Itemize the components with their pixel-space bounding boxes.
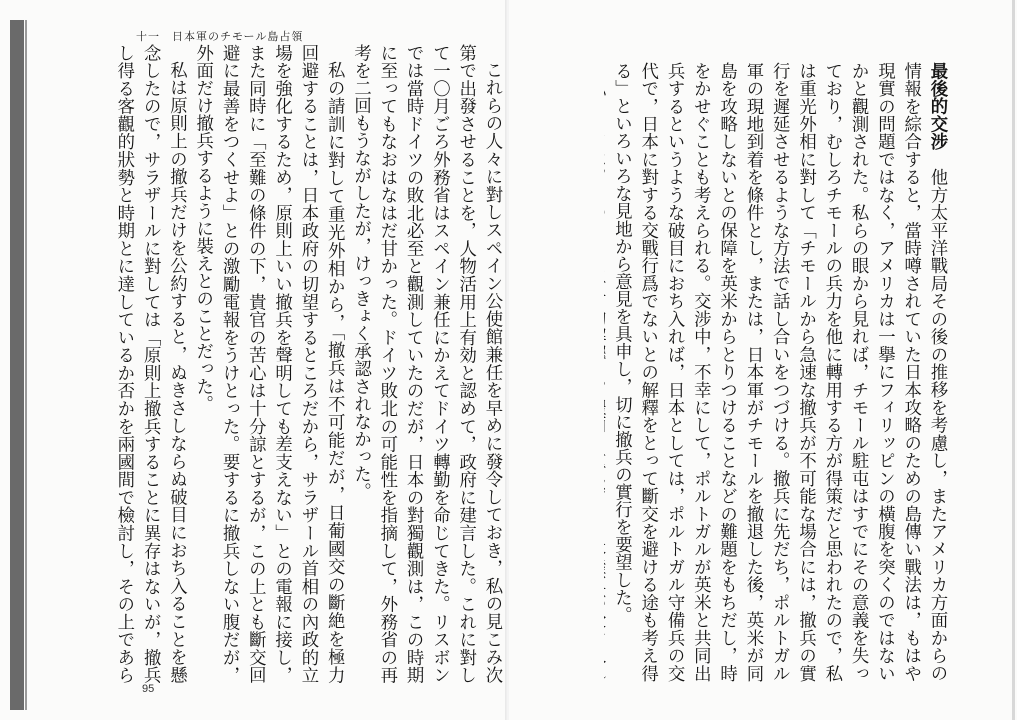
running-head: 十一 日本軍のチモール島占領	[136, 30, 304, 43]
paragraph: これらの人々に對しスペイン公使館兼任を早めに發令しておき，私の見こみ次第で出發させることを，人物活用上有効と認めて，政府に建言した。これに對して一〇月ごろ外務省はスペイン兼任にかえてドイツ轉勤を命じてきた。リスボンでは當時ドイツの敗北必至と觀測していたのだが，日本の對獨觀測は，この時期に至ってもなおはなはだ甘かった。ドイツ敗北の可能性を指摘して，外務省の再考を二回もうながしたが，けっきょく承認されなかった。	[350, 44, 502, 684]
page-edge-shadow	[10, 20, 24, 710]
page-number: 95	[142, 683, 155, 695]
paragraph	[604, 62, 608, 682]
section-heading: 最後的交涉	[927, 62, 947, 151]
left-page-body	[111, 44, 505, 684]
left-page	[0, 0, 508, 720]
page-edge-line	[1012, 0, 1015, 720]
paragraph: 私は原則上の撤兵だけを公約すると，ぬきさしならぬ破目におち入ることを懸念したので，サラザールに對しては「原則上撤兵することに異存はないが，撤兵し得る客觀的狀勢と時期とに達しているか否かを兩國間で檢討し，その上であら	[113, 44, 187, 684]
paragraph: 私の請訓に對して重光外相から，「撤兵は不可能だが，日葡國交の斷絶を極力回避することは，日本政府の切望するところだから，サラザール首相の內政的立場を強化するため，原則上いい撤兵を聲明しても差支えない」との電報に接し，また同時に「至難の條件の下，貴官の苦心は十分諒とするが，この上とも斷交回避に最善をつくせよ」との激勵電報をうけとった。要するに撤兵しない腹だが，外面だけ撤兵するように裝えとのことだった。	[192, 44, 345, 684]
section-heading-text: 他方太平洋戰局その後の推移を考慮し，またアメリカ方面からの情報を綜合すると，當時噂されていた日本攻略のための島傳い戰法は，もはや現實の問題ではなく，アメリカは一擧にフィリッピンの橫腹を突くのではないかと觀測された。私らの眼から見れば，チモール駐屯はすでにその意義を失っており，むしろチモールの兵力を他に轉用する方が得策だと思われたので，私は重光外相に對して「チモールから急速な撤兵が不可能な場合には，撤兵の實行を遲延させるような方法で話し合いをつづける。撤兵に先だち，ポルトガル軍の現地到着を條件とし，または，日本軍がチモールを撤退した後，英米が同島を攻略しないとの保障を英米からとりつけることなどの難題をもちだし，時をかせぐことも考えられる。交涉中，不幸にして，ポルトガルが英米と共同出兵するというような破目におち入れば，日本としては，ポルトガル守備兵の交代で，日本に對する交戰行爲でないとの解釋をとって斷交を避ける途も考え得る」といろいろな見地から意見を具申し，切に撤兵の實行を要望した。	[611, 62, 947, 682]
right-page-body	[604, 62, 950, 682]
page-edge-line	[25, 20, 27, 710]
section-paragraph	[608, 62, 950, 682]
